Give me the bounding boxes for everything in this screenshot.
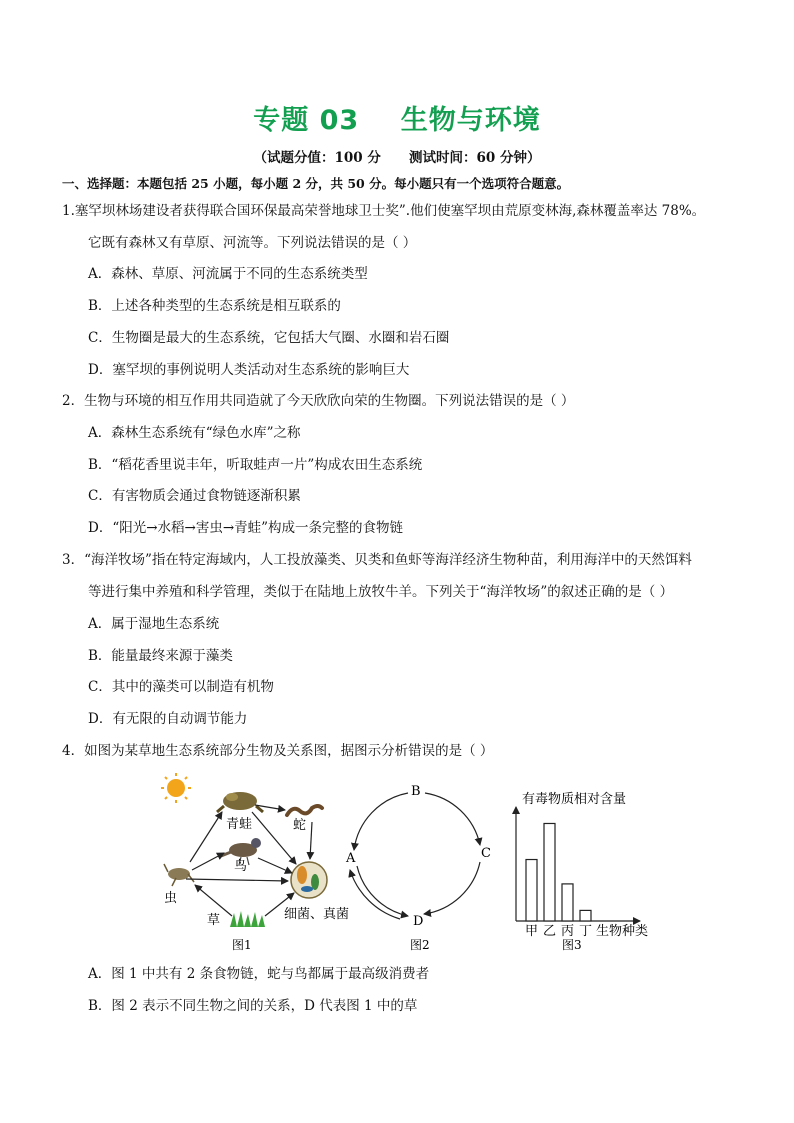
section-heading: 一、选择题：本题包括 25 小题，每小题 2 分，共 50 分。每小题只有一个选项符合题意。: [62, 176, 570, 191]
figure-3-tick-label: 甲: [525, 924, 539, 939]
question-3-line-1: 3．“海洋牧场”指在特定海域内，人工投放藻类、贝类和鱼虾等海洋经济生物种苗，利用海洋中的天然饵料: [62, 552, 692, 568]
question-2-option-a: A．森林生态系统有“绿色水库”之称: [88, 425, 301, 441]
figure-3-x-axis-label: 生物种类: [596, 924, 649, 939]
figure-2-node-b: B: [411, 784, 421, 799]
figure-1-label-insect: 虫: [164, 891, 178, 906]
figure-3-tick-label: 丙: [561, 924, 575, 939]
figure-2-node-c: C: [481, 846, 491, 861]
question-3-option-b: B．能量最终来源于藻类: [88, 648, 233, 664]
figure-3-bar-0: [526, 860, 537, 921]
question-3-option-c: C．其中的藻类可以制造有机物: [88, 679, 274, 695]
question-1-line-1: 1.塞罕坝林场建设者获得联合国环保最高荣誉地球卫士奖”.他们使塞罕坝由荒原变林海,森林覆盖率达 78%。: [62, 203, 706, 219]
figure-1-label-snake: 蛇: [293, 818, 307, 833]
question-4-option-b: B．图 2 表示不同生物之间的关系，D 代表图 1 中的草: [88, 998, 418, 1014]
figure-3-y-axis-label: 有毒物质相对含量: [522, 792, 627, 807]
figure-1-label-grass: 草: [207, 913, 221, 928]
figure-3-bar-2: [562, 884, 573, 921]
page-subtitle: （试题分值：100 分 测试时间：60 分钟）: [253, 150, 541, 166]
question-1-option-b: B．上述各种类型的生态系统是相互联系的: [88, 298, 341, 314]
figure-2-cycle: [345, 784, 491, 952]
snake-icon: [287, 806, 322, 815]
figure-1-label-bird: 鸟: [234, 859, 248, 874]
figure-3-tick-label: 乙: [543, 924, 557, 939]
question-1-option-a: A．森林、草原、河流属于不同的生态系统类型: [88, 266, 368, 282]
question-4-option-a: A．图 1 中共有 2 条食物链，蛇与鸟都属于最高级消费者: [88, 966, 430, 982]
question-3-option-d: D．有无限的自动调节能力: [88, 711, 248, 727]
question-2-option-d: D．“阳光→水稻→害虫→青蛙”构成一条完整的食物链: [88, 520, 404, 536]
question-1-option-d: D．塞罕坝的事例说明人类活动对生态系统的影响巨大: [88, 362, 410, 378]
figure-1-food-web: [161, 773, 349, 952]
question-2-line-1: 2．生物与环境的相互作用共同造就了今天欣欣向荣的生物圈。下列说法错误的是（ ）: [62, 393, 575, 409]
question-4-line-1: 4．如图为某草地生态系统部分生物及关系图，据图示分析错误的是（ ）: [62, 743, 494, 759]
question-1-line-2: 它既有森林又有草原、河流等。下列说法错误的是（ ）: [88, 235, 417, 251]
frog-icon: [217, 792, 263, 812]
decomposer-icon: [291, 862, 327, 898]
sun-icon: [161, 773, 191, 803]
question-3-line-2: 等进行集中养殖和科学管理，类似于在陆地上放牧牛羊。下列关于“海洋牧场”的叙述正确的是（ ）: [88, 584, 674, 600]
figure-2-node-d: D: [413, 914, 424, 929]
figure-1-label-frog: 青蛙: [226, 817, 253, 832]
figure-2-caption: 图2: [410, 938, 430, 952]
figure-3-bar-1: [544, 823, 555, 921]
figure-1-caption: 图1: [232, 938, 252, 952]
grass-icon: [230, 911, 265, 927]
question-2-option-c: C．有害物质会通过食物链逐渐积累: [88, 488, 301, 504]
figure-3-bar-3: [580, 910, 591, 921]
grasshopper-icon: [164, 864, 194, 886]
question-3-option-a: A．属于湿地生态系统: [88, 616, 220, 632]
figure-1-label-decomposer: 细菌、真菌: [284, 907, 350, 922]
question-2-option-b: B．“稻花香里说丰年，听取蛙声一片”构成农田生态系统: [88, 457, 423, 473]
figure-3-caption: 图3: [562, 938, 582, 952]
question-1-option-c: C．生物圈是最大的生态系统，它包括大气圈、水圈和岩石圈: [88, 330, 450, 346]
page-title: 专题 03 生物与环境: [253, 105, 541, 136]
figure-2-node-a: A: [346, 851, 356, 866]
figure-3-chart: [516, 791, 648, 952]
figure-3-tick-label: 丁: [579, 924, 593, 939]
